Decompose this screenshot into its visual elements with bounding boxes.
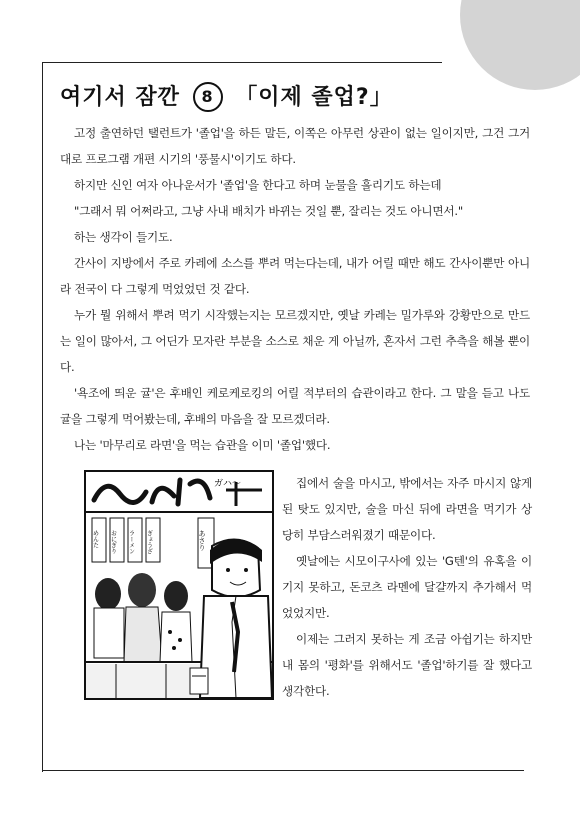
- frame-top-rule: [42, 62, 442, 63]
- paragraph: 누가 뭘 위해서 뿌려 먹기 시작했는지는 모르겠지만, 옛날 카레는 밀가루와 강황만으로 만드는 일이 많아서, 그 어딘가 모자란 부분을 소스로 채운 게 아닐까, 혼자서 그런 추측을 해볼 뿐이다.: [60, 308, 530, 374]
- heading-subtitle: 「이제 졸업?」: [235, 85, 393, 110]
- wall-tag: ぎょうざ: [145, 530, 153, 554]
- body-text-top: [60, 120, 530, 458]
- section-heading: [60, 80, 393, 112]
- paragraph: 나는 '마무리로 라면'을 먹는 습관을 이미 '졸업'했다.: [74, 438, 331, 452]
- manga-illustration-drawing: [86, 472, 272, 698]
- paragraph: 고정 출연하던 탤런트가 '졸업'을 하든 말든, 이쪽은 아무런 상관이 없는 일이지만, 그건 그거대로 프로그램 개편 시기의 '풍물시'이기도 하다.: [60, 126, 530, 166]
- paragraph: 집에서 술을 마시고, 밖에서는 자주 마시지 않게 된 탓도 있지만, 술을 마신 뒤에 라면을 먹기가 상당히 부담스러워졌기 때문이다.: [282, 476, 532, 542]
- paragraph: 간사이 지방에서 주로 카레에 소스를 뿌려 먹는다는데, 내가 어릴 때만 해도 간사이뿐만 아니라 전국이 다 그렇게 먹었었던 것 같다.: [60, 256, 530, 296]
- paragraph: 하지만 신인 여자 아나운서가 '졸업'을 한다고 하며 눈물을 흘리기도 하는데: [74, 178, 442, 192]
- heading-number-badge: 8: [193, 82, 223, 112]
- paragraph: "그래서 뭐 어쩌라고, 그냥 사내 배치가 바뀌는 것일 뿐, 잘리는 것도 아니면서.": [74, 204, 464, 218]
- frame-left-rule: [42, 62, 43, 772]
- manga-illustration: [84, 470, 274, 700]
- menu-tag-left: めんた: [91, 530, 99, 548]
- menu-tag-right: あさり: [198, 530, 206, 551]
- paragraph: 옛날에는 시모이구사에 있는 'G텐'의 유혹을 이기지 못하고, 돈코츠 라멘에 달걀까지 추가해서 먹었었지만.: [282, 554, 532, 620]
- body-text-side: [282, 470, 532, 704]
- paragraph: '욕조에 띄운 귤'은 후배인 케로케로킹의 어릴 적부터의 습관이라고 한다. 그 말을 듣고 나도 귤을 그렇게 먹어봤는데, 후배의 마음을 잘 모르겠더라.: [60, 386, 530, 426]
- wall-tag: おにぎり: [109, 530, 117, 554]
- paragraph: 이제는 그러지 못하는 게 조금 아쉽기는 하지만 내 몸의 '평화'를 위해서도 '졸업'하기를 잘 했다고 생각한다.: [282, 632, 532, 698]
- paragraph: 하는 생각이 들기도.: [74, 230, 173, 244]
- wall-tag: ラーメン: [127, 530, 135, 554]
- sign-exclaim: ガハ〜: [214, 479, 242, 489]
- frame-bottom-rule: [42, 770, 524, 771]
- heading-title: 여기서 잠깐: [60, 85, 180, 110]
